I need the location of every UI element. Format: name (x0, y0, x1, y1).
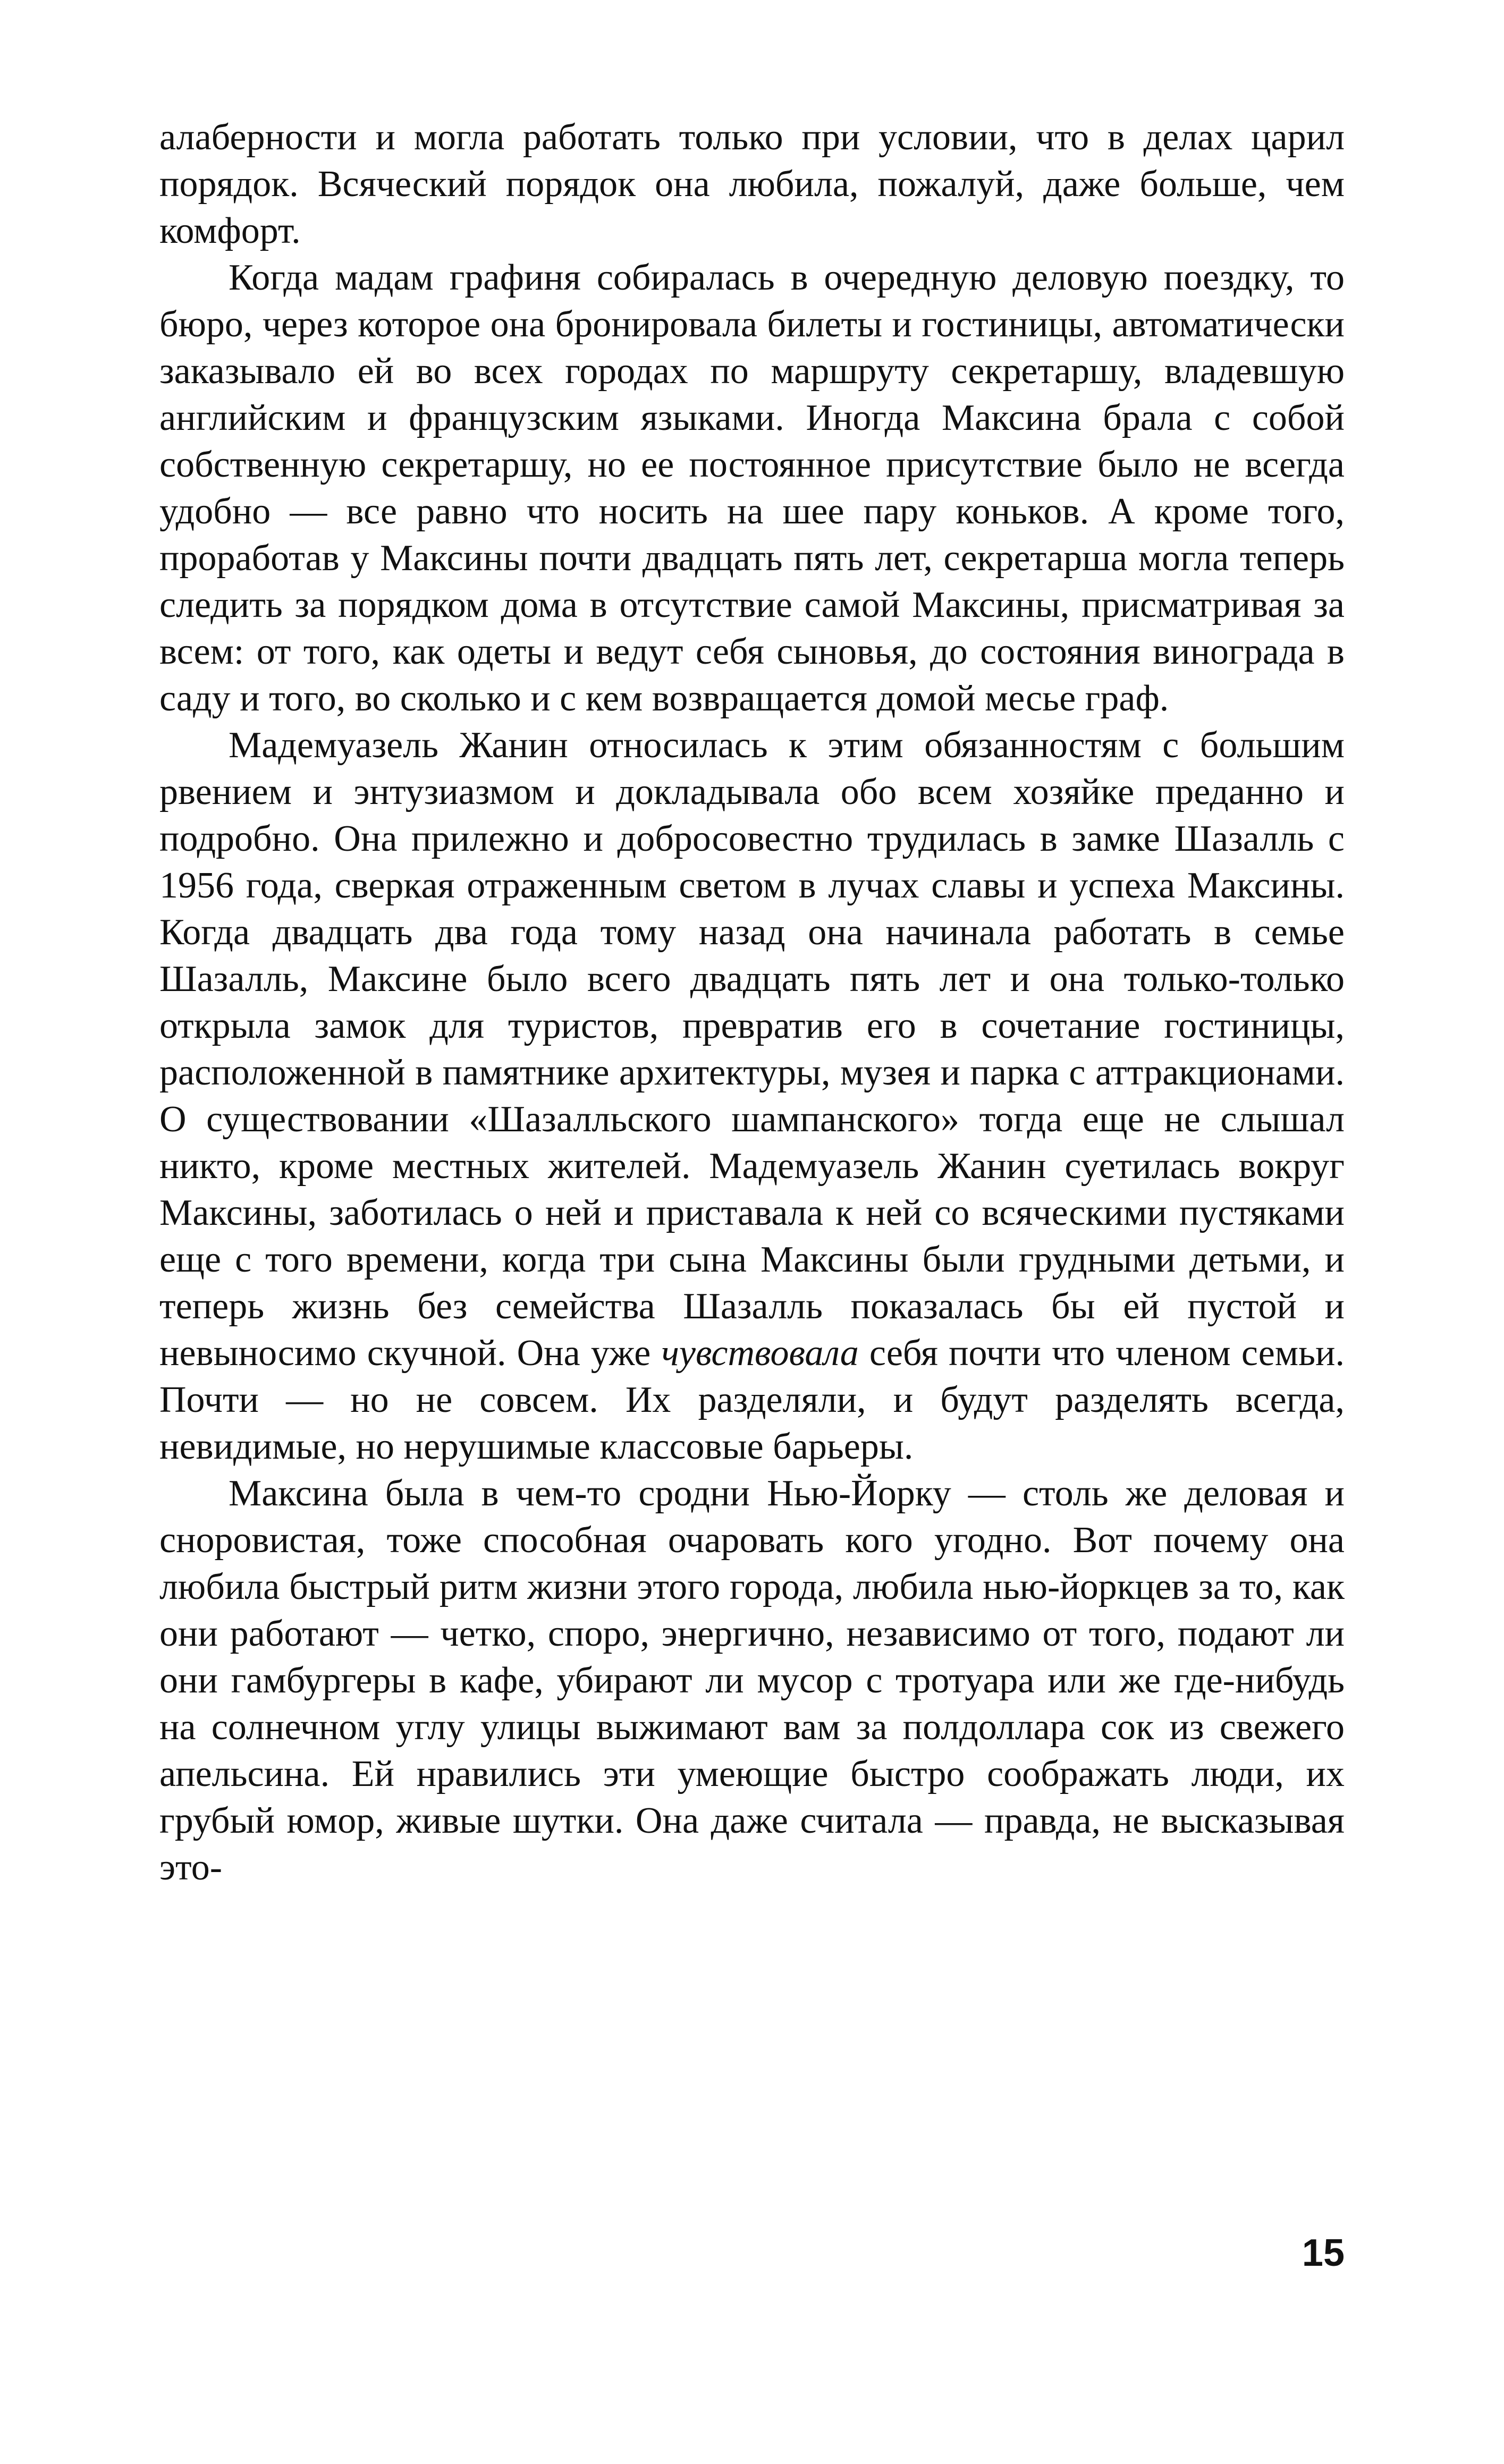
paragraph-text-start: Мадемуазель Жанин относилась к этим обязанностям с большим рвением и энтузиазмом и докладывала обо всем хозяйке преданно и подробно. Она прилежно и добросовестно трудилась в замке Шазалль с 1956 года, сверкая отраженным светом в лучах славы и успеха Максины. Когда двадцать два года тому назад она начинала работать в семье Шазалль, Максине было всего двадцать пять лет и она только-только открыла замок для туристов, превратив его в сочетание гостиницы, расположенной в памятнике архитектуры, музея и парка с аттракционами. О существовании «Шазалльского шампанского» тогда еще не слышал никто, кроме местных жителей. Мадемуазель Жанин суетилась вокруг Максины, заботилась о ней и приставала к ней со всяческими пустяками еще с того времени, когда три сына Максины были грудными детьми, и теперь жизнь без семейства Шазалль показалась бы ей пустой и невыносимо скучной. Она уже (159, 725, 1345, 1374)
page-number: 15 (1302, 2232, 1345, 2274)
italic-emphasis: чувствовала (661, 1333, 859, 1374)
paragraph-new-york: Максина была в чем-то сродни Нью-Йорку — столь же деловая и сноровистая, тоже способная очаровать кого угодно. Вот почему она любила быстрый ритм жизни этого города, любила нью-йоркцев за то, как они работают — четко, споро, энергично, независимо от того, подают ли они гамбургеры в кафе, убирают ли мусор с тротуара или же где-нибудь на солнечном углу улицы выжимают вам за полдоллара сок из свежего апельсина. Ей нравились эти умеющие быстро соображать люди, их грубый юмор, живые шутки. Она даже считала — правда, не высказывая это- (159, 1473, 1345, 1888)
paragraph-mademoiselle-janine (159, 722, 1345, 1470)
paragraph-text-end: себя почти что членом семьи. Почти — но не совсем. Их разделяли, и будут разделять всегда, невидимые, но нерушимые классовые барьеры. (159, 1333, 1345, 1467)
body-text (159, 114, 1345, 1891)
paragraph-business-trips: Когда мадам графиня собиралась в очередную деловую поездку, то бюро, через которое она бронировала билеты и гостиницы, автоматически заказывало ей во всех городах по маршруту секретаршу, владевшую английским и французским языками. Иногда Максина брала с собой собственную секретаршу, но ее постоянное присутствие было не всегда удобно — все равно что носить на шее пару коньков. А кроме того, проработав у Максины почти двадцать пять лет, секретарша могла теперь следить за порядком дома в отсутствие самой Максины, присматривая за всем: от того, как одеты и ведут себя сыновья, до состояния винограда в саду и того, во сколько и с кем возвращается домой месье граф. (159, 257, 1345, 719)
paragraph-continuation: алаберности и могла работать только при условии, что в делах царил порядок. Всяческий порядок она любила, пожалуй, даже больше, чем комфорт. (159, 117, 1345, 251)
